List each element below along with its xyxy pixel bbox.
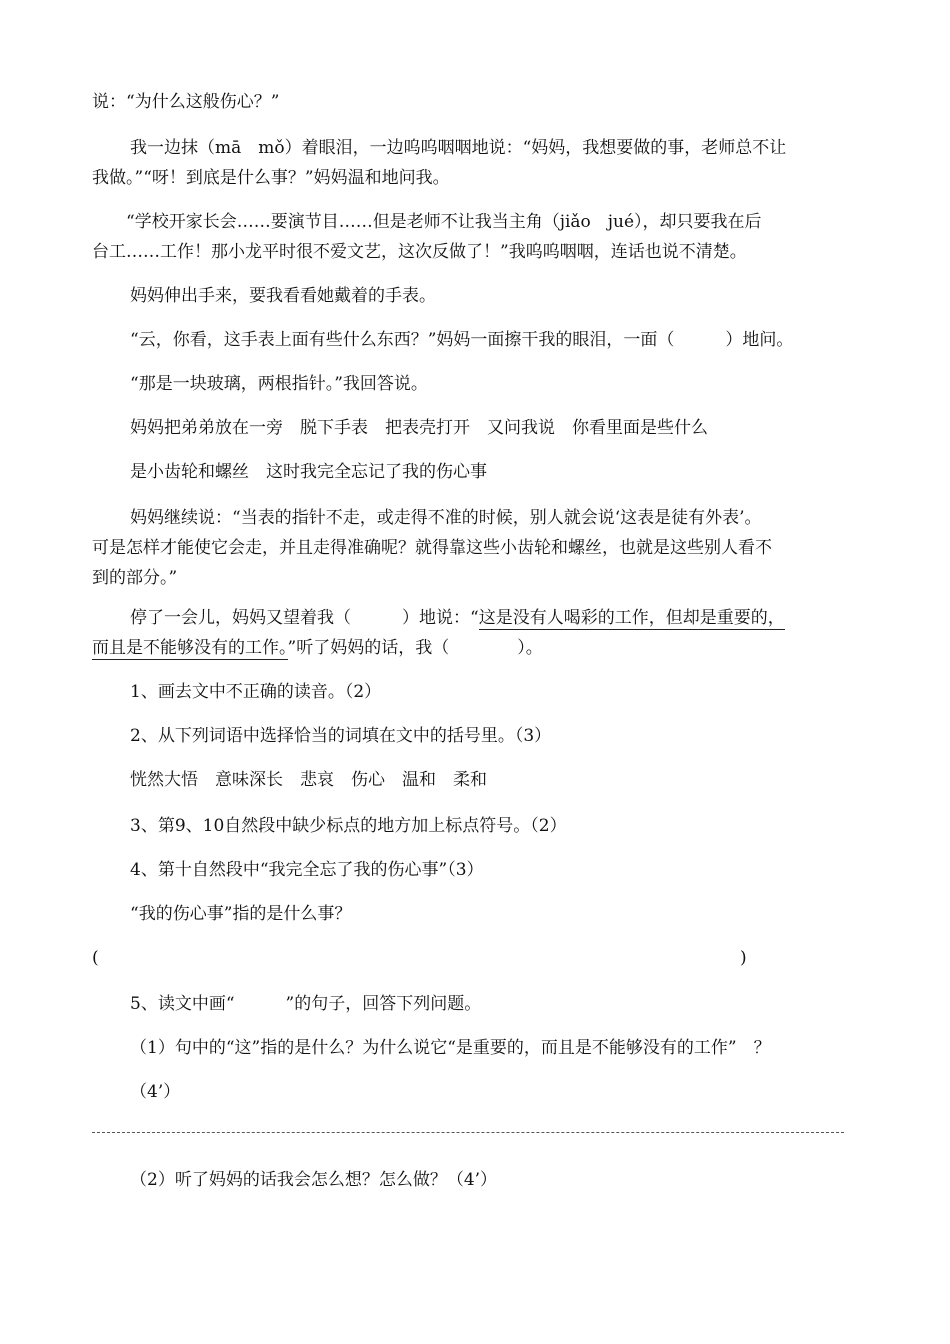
paragraph-line: 我一边抹（mā mǒ）着眼泪，一边呜呜咽咽地说：“妈妈，我想要做的事，老师总不让	[130, 138, 787, 158]
question-2: 2、从下列词语中选择恰当的词填在文中的括号里。（3）	[130, 726, 552, 746]
paragraph-line: 说：“为什么这般伤心？”	[92, 92, 280, 112]
question-4: 4、第十自然段中“我完全忘了我的伤心事”（3）	[130, 860, 484, 880]
underlined-sentence: 这是没有人喝彩的工作，但却是重要的，	[478, 608, 785, 628]
question-5-1-score: （4’）	[130, 1082, 181, 1102]
question-3: 3、第9、10自然段中缺少标点的地方加上标点符号。（2）	[130, 816, 567, 836]
paragraph-line	[92, 636, 543, 660]
answer-bracket-open: (	[92, 948, 99, 968]
paragraph-line: 可是怎样才能使它会走，并且走得准确呢？就得靠这些小齿轮和螺丝，也就是这些别人看不	[92, 538, 772, 558]
question-5-2: （2）听了妈妈的话我会怎么想？怎么做？（4’）	[130, 1170, 498, 1190]
paragraph-text: 停了一会儿，妈妈又望着我（ ）地说：“	[130, 608, 479, 628]
paragraph-line: 妈妈继续说：“当表的指针不走，或走得不准的时候，别人就会说‘这表是徒有外表’。	[130, 508, 762, 528]
paragraph-line: 是小齿轮和螺丝 这时我完全忘记了我的伤心事	[130, 462, 487, 482]
question-1: 1、画去文中不正确的读音。（2）	[130, 682, 382, 702]
paragraph-line: 妈妈把弟弟放在一旁 脱下手表 把表壳打开 又问我说 你看里面是些什么	[130, 418, 708, 438]
question-4-sub: “我的伤心事”指的是什么事？	[130, 904, 352, 924]
answer-dashed-line	[92, 1132, 844, 1133]
word-bank: 恍然大悟 意味深长 悲哀 伤心 温和 柔和	[130, 770, 487, 790]
question-5-1: （1）句中的“这”指的是什么？为什么说它“是重要的，而且是不能够没有的工作” ？	[130, 1038, 771, 1058]
underlined-sentence: 而且是不能够没有的工作。	[92, 638, 288, 658]
paragraph-line: 妈妈伸出手来，要我看看她戴着的手表。	[130, 286, 436, 306]
paragraph-line: “云，你看，这手表上面有些什么东西？”妈妈一面擦干我的眼泪，一面（ ）地问。	[130, 330, 794, 350]
paragraph-line: 到的部分。”	[92, 568, 178, 588]
paragraph-line: “学校开家长会……要演节目……但是老师不让我当主角（jiǎo jué），却只要我在后	[126, 212, 762, 232]
paragraph-line: 台工……工作！那小龙平时很不爱文艺，这次反做了！”我呜呜咽咽，连话也说不清楚。	[92, 242, 747, 262]
answer-bracket-close: )	[740, 948, 747, 968]
question-5: 5、读文中画“ ”的句子，回答下列问题。	[130, 994, 482, 1014]
paragraph-line: “那是一块玻璃，两根指针。”我回答说。	[130, 374, 428, 394]
paragraph-text: ”听了妈妈的话，我（ ）。	[287, 638, 543, 658]
paragraph-line	[130, 606, 785, 630]
paragraph-line: 我做。”“呀！到底是什么事？”妈妈温和地问我。	[92, 168, 450, 188]
